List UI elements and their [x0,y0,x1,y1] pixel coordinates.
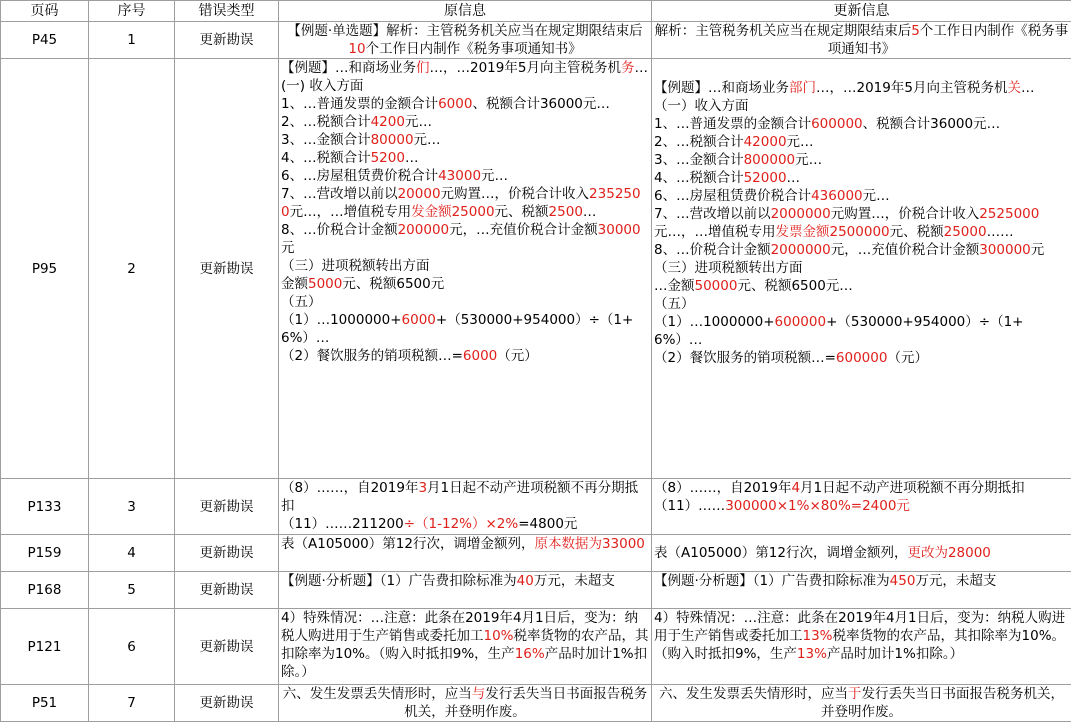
text-segment: 六、发生发票丢失情形时，应当 [659,686,848,702]
cell-updated [652,59,1071,479]
cell-seq: 5 [89,572,175,609]
text-segment: …金额 [654,278,695,294]
highlighted-text: 30000 [597,222,641,238]
highlighted-text: 2525000 [979,206,1040,222]
highlighted-text: 6000 [462,348,498,364]
text-segment: 表（A105000）第12行次，调增金额列， [654,545,908,561]
cell-type: 更新勘误 [175,22,279,59]
text-segment: … [786,170,801,186]
cell-updated [652,479,1071,535]
cell-updated [652,685,1071,722]
cell-type: 更新勘误 [175,535,279,572]
text-segment: 4）特殊情况：…注意：此条在2019年4月1日后，变为：纳税人购进用于生产销售或委托加工 [281,610,639,644]
text-line [281,221,649,257]
text-segment: （11）…… [654,498,726,514]
text-segment: 元… [862,188,890,204]
text-line [654,79,1069,97]
text-line [654,115,1069,133]
text-line [654,479,1069,497]
header-row [1,1,1071,22]
highlighted-text: 600000 [774,314,827,330]
cell-page: P133 [1,479,89,535]
cell-updated [652,572,1071,609]
text-segment: 发行丢失当日书面报告税务机关，并登明作废。 [404,686,648,720]
text-segment: 6、…房屋租赁费价税合计 [281,168,439,184]
highlighted-text: 13% [796,646,827,662]
highlighted-text: 800000 [743,152,796,168]
text-segment: 元… [795,152,823,168]
highlighted-text: 300000×1%×80%=2400元 [725,498,910,514]
table-row [1,685,1071,722]
cell-seq: 6 [89,609,175,685]
highlighted-text: 2500 [548,204,583,220]
table-row [1,22,1071,59]
text-line [281,167,649,185]
text-segment: 发行丢失当日书面报告税务机关，并登明作废。 [821,686,1064,720]
text-segment: 【例题】…和商场业务 [654,80,789,96]
text-line [281,535,649,553]
text-segment: 4、…税额合计 [654,170,744,186]
text-line [654,544,1069,562]
text-segment: 1、…普通发票的金额合计 [281,96,439,112]
text-line [654,97,1069,115]
highlighted-text: 发票金额2500000 [775,224,890,240]
table-row [1,572,1071,609]
highlighted-text: 43000 [438,168,482,184]
text-segment: （2）餐饮服务的销项税额…= [281,348,463,364]
highlighted-text: 600000 [811,116,863,132]
text-segment: 7、…营改增以前以 [281,186,398,202]
text-segment: 元购置…，价税合计收入 [830,206,980,222]
text-segment: 4）特殊情况：…注意：此条在2019年4月1日后，变为：纳税人购进用于生产销售或委托加工 [654,610,1066,644]
text-segment: 元，…充值价税合计金额 [449,222,598,238]
text-line [654,169,1069,187]
text-segment: 元…，…增值税专用 [654,224,776,240]
text-segment: 个工作日内制作《税务事项通知书》 [827,23,1069,57]
text-segment: （五） [654,296,695,312]
highlighted-text: 原本数据为33000 [534,536,645,552]
text-line [281,22,649,58]
highlighted-text: 与 [471,686,486,702]
text-segment: 月1日起不动产进项税额不再分期抵扣 [800,480,1025,496]
cell-page: P95 [1,59,89,479]
header-updated: 更新信息 [652,1,1071,22]
text-segment: +（530000+954000）÷（1+6%）… [281,312,634,346]
cell-original [279,609,652,685]
cell-original [279,59,652,479]
text-segment: （1）…1000000+ [654,314,775,330]
highlighted-text: 42000 [743,134,787,150]
text-segment: 2、…税额合计 [654,134,744,150]
header-error-type: 错误类型 [175,1,279,22]
text-segment: （2）餐饮服务的销项税额…= [654,350,836,366]
text-line [654,609,1069,663]
highlighted-text: 50000 [694,278,738,294]
highlighted-text: 5 [911,23,920,39]
cell-page: P45 [1,22,89,59]
cell-type: 更新勘误 [175,572,279,609]
text-segment: 8、…价税合计金额 [654,242,771,258]
text-segment: 元 [1030,242,1045,258]
text-segment: 元… [786,134,814,150]
text-segment: 元 [281,240,295,256]
cell-page: P159 [1,535,89,572]
header-seq: 序号 [89,1,175,22]
highlighted-text: 2000000 [770,206,831,222]
highlighted-text: 3 [418,480,428,496]
text-segment: 元… [404,114,432,130]
text-segment: （8）……，自2019年 [281,480,419,496]
text-segment: 万元，未超支 [915,573,997,589]
text-segment: 1、…普通发票的金额合计 [654,116,812,132]
cell-seq: 7 [89,685,175,722]
text-line [654,259,1069,277]
cell-original [279,479,652,535]
text-line [281,185,649,221]
text-segment: （五） [281,294,322,310]
text-line [281,149,649,167]
highlighted-text: 20000 [397,186,441,202]
highlighted-text: 5000 [308,276,343,292]
text-segment: 8、…价税合计金额 [281,222,398,238]
text-line [654,295,1069,313]
cell-original [279,572,652,609]
highlighted-text: 5200 [370,150,405,166]
table-row [1,535,1071,572]
text-line [654,313,1069,349]
text-segment: 、税额合计36000元… [862,116,1001,132]
text-segment: … [404,150,419,166]
highlighted-text: 于 [848,686,862,702]
text-segment: 元… [481,168,509,184]
highlighted-text: 10 [348,41,366,57]
text-line [654,685,1069,721]
text-line [281,311,649,347]
text-segment: 六、发生发票丢失情形时，应当 [282,686,472,702]
text-segment: 元、税额6500元… [737,278,853,294]
text-line [281,515,649,533]
text-segment: 【例题·分析题】（1）广告费扣除标准为 [281,573,517,589]
text-line [281,257,649,275]
text-line [281,609,649,681]
text-line [281,131,649,149]
highlighted-text: 务 [620,60,635,76]
text-line [281,572,649,590]
text-line [654,349,1069,367]
highlighted-text: 436000 [811,188,863,204]
cell-updated [652,535,1071,572]
highlighted-text: 2000000 [770,242,831,258]
text-segment: 【例题·单选题】解析：主管税务机关应当在规定期限结束后 [287,23,643,39]
cell-page: P51 [1,685,89,722]
highlighted-text: 25000 [943,224,987,240]
text-segment: 产品时加计1%扣除。） [826,646,964,662]
cell-seq: 3 [89,479,175,535]
text-segment: =4800元 [518,516,578,532]
text-segment: 元、税额 [889,224,944,240]
text-line [281,685,649,721]
text-segment: +（530000+954000）÷（1+6%）… [654,314,1024,348]
cell-original [279,685,652,722]
text-segment: 元购置…，价税合计收入 [440,186,590,202]
text-segment: …，…2019年5月向主管税务机 [816,80,1008,96]
highlighted-text: 16% [514,646,545,662]
text-segment: （元） [497,348,538,364]
table-row [1,479,1071,535]
highlighted-text: 300000 [979,242,1031,258]
highlighted-text: 600000 [835,350,888,366]
text-segment: 【例题】…和商场业务 [281,60,416,76]
cell-type: 更新勘误 [175,59,279,479]
text-line [654,187,1069,205]
highlighted-text: 关 [1007,80,1021,96]
cell-type: 更新勘误 [175,609,279,685]
cell-original [279,535,652,572]
text-segment: 税率货物的农产品，其扣除率为10%。（购入时抵扣9%，生产 [654,628,1066,662]
text-segment: 【例题·分析题】（1）广告费扣除标准为 [654,573,890,589]
highlighted-text: 更改为28000 [907,545,991,561]
text-segment: 4、…税额合计 [281,150,371,166]
highlighted-text: 6000 [438,96,473,112]
header-page: 页码 [1,1,89,22]
text-segment: 元、税额6500元 [342,276,445,292]
highlighted-text: 2352500 [281,186,641,220]
cell-type: 更新勘误 [175,479,279,535]
text-segment: 产品时加计1%扣除。） [281,646,648,680]
text-line [654,22,1069,58]
text-segment: … [1020,80,1035,96]
highlighted-text: 450 [889,573,916,589]
text-segment: 税率货物的农产品，其扣除率为10%。（购入时抵扣9%，生产 [281,628,649,662]
text-segment: 元… [413,132,441,148]
text-line [654,277,1069,295]
table-row [1,609,1071,685]
text-line [281,59,649,77]
cell-original [279,22,652,59]
text-segment: 元、税额 [494,204,549,220]
text-line [654,151,1069,169]
text-segment: … [582,204,597,220]
highlighted-text: 10% [483,628,514,644]
text-line [281,347,649,365]
text-line [654,572,1069,590]
text-segment: 解析：主管税务机关应当在规定期限结束后 [654,23,912,39]
highlighted-text: 200000 [397,222,450,238]
highlighted-text: 部门 [789,80,816,96]
highlighted-text: 80000 [370,132,414,148]
text-segment: 万元，未超支 [533,573,615,589]
text-segment: …… [986,224,1014,240]
highlighted-text: 4200 [370,114,405,130]
text-line [654,497,1069,515]
text-segment: 6、…房屋租赁费价税合计 [654,188,812,204]
text-segment: 金额 [281,276,308,292]
highlighted-text: 们 [416,60,430,76]
cell-type: 更新勘误 [175,685,279,722]
highlighted-text: 发金额25000 [411,204,495,220]
text-segment: 元，…充值价税合计金额 [830,242,980,258]
cell-updated [652,609,1071,685]
text-line [281,95,649,113]
cell-seq: 1 [89,22,175,59]
text-segment: （11）……211200 [281,516,404,532]
text-line [281,113,649,131]
text-segment: （三）进项税额转出方面 [654,260,803,276]
text-segment: （元） [887,350,928,366]
highlighted-text: 6000 [401,312,436,328]
cell-seq: 4 [89,535,175,572]
text-segment: 7、…营改增以前以 [654,206,771,222]
highlighted-text: 52000 [743,170,787,186]
text-segment: 3、…金额合计 [654,152,744,168]
text-segment: 3、…金额合计 [281,132,371,148]
highlighted-text: 40 [516,573,534,589]
highlighted-text: 13% [802,628,833,644]
text-segment: 2、…税额合计 [281,114,371,130]
text-line [281,479,649,515]
text-line [281,293,649,311]
text-segment: 月1日起不动产进项税额不再分期抵扣 [281,480,639,514]
highlighted-text: 4 [791,480,801,496]
text-line [281,275,649,293]
text-line [654,241,1069,259]
text-line [281,77,649,95]
text-segment: …，…2019年5月向主管税务机 [429,60,621,76]
text-segment: 表（A105000）第12行次，调增金额列， [281,536,535,552]
text-segment: … [634,60,648,76]
cell-page: P168 [1,572,89,609]
header-original: 原信息 [279,1,652,22]
cell-updated [652,22,1071,59]
text-line [654,205,1069,241]
text-segment: （8）……，自2019年 [654,480,792,496]
text-segment: 个工作日内制作《税务事项通知书》 [365,41,582,57]
text-line [654,133,1069,151]
table-row [1,59,1071,479]
cell-seq: 2 [89,59,175,479]
text-segment: （三）进项税额转出方面 [281,258,430,274]
text-segment: 、税额合计36000元… [472,96,610,112]
text-segment: 元…，…增值税专用 [289,204,412,220]
text-segment: (一) 收入方面 [281,78,364,94]
text-segment: （1）…1000000+ [281,312,402,328]
cell-page: P121 [1,609,89,685]
text-segment: （一）收入方面 [654,98,749,114]
highlighted-text: ÷（1-12%）×2% [403,516,519,532]
